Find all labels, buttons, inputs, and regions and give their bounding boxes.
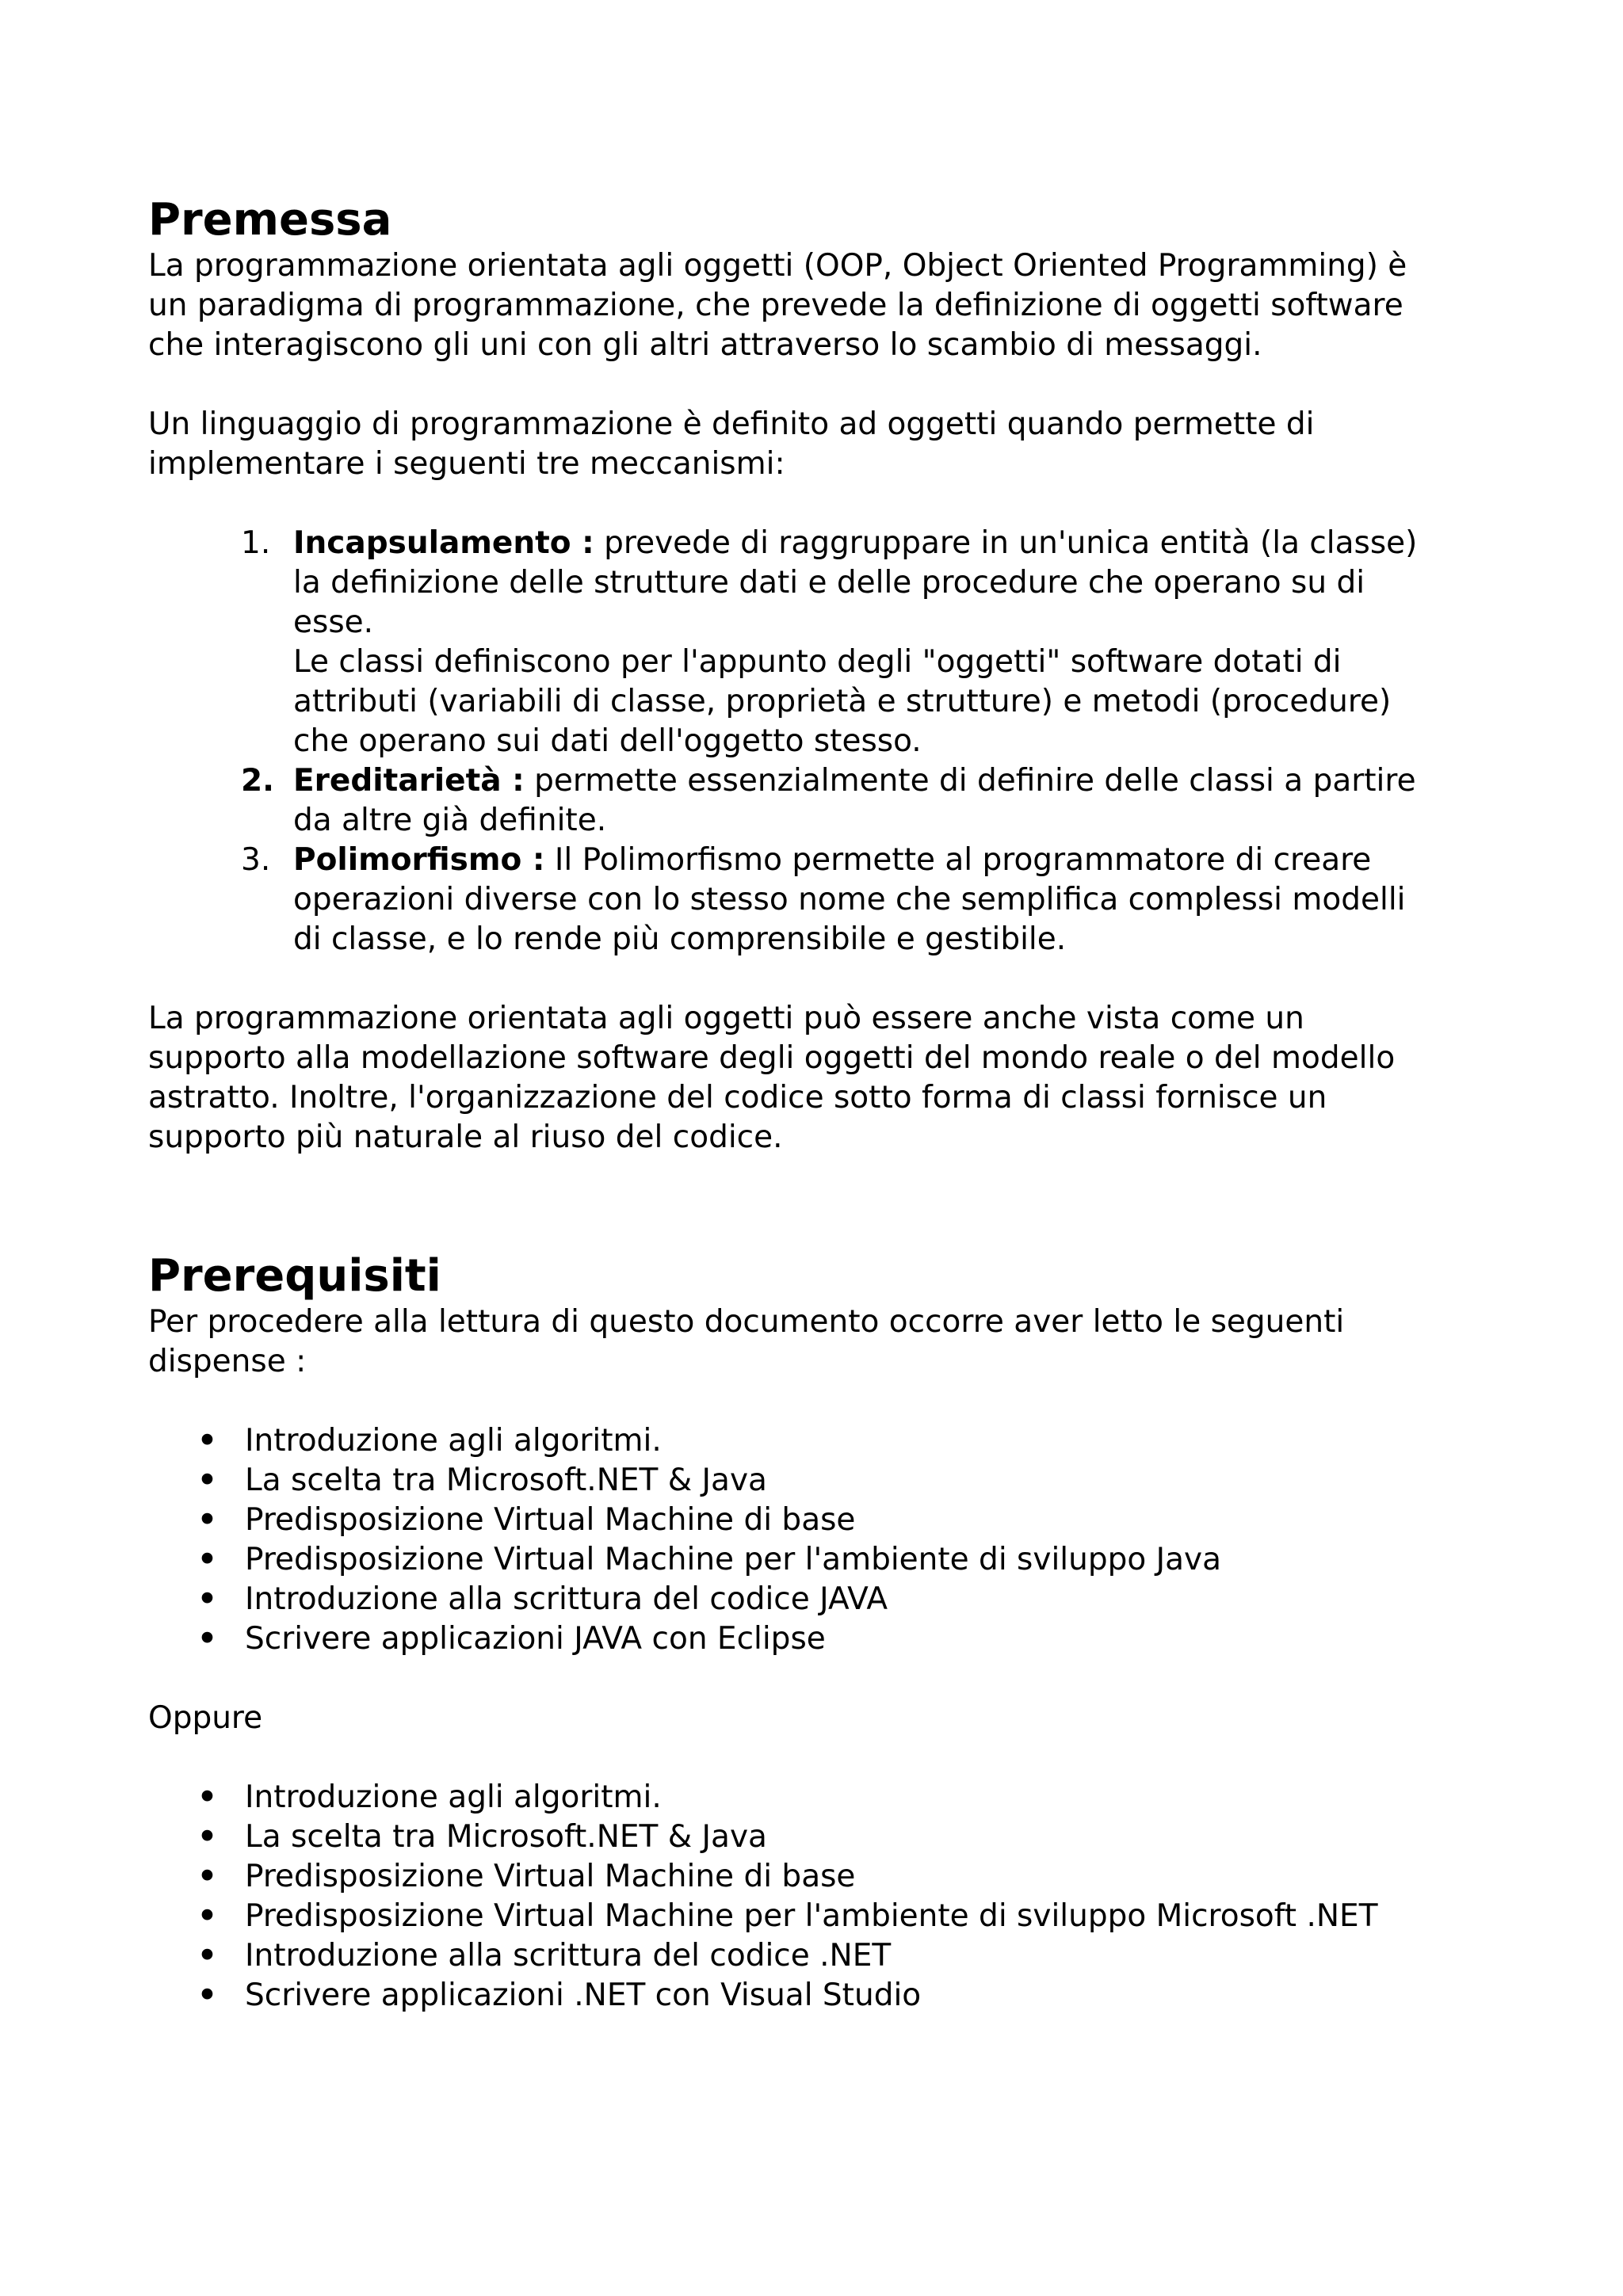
list-item — [148, 1619, 1511, 1659]
bullet-icon: • — [197, 1859, 217, 1894]
paragraph-line: astratto. Inoltre, l'organizzazione del codice sotto forma di classi fornisce un — [148, 1080, 1327, 1116]
term-incapsulamento: Incapsulamento : — [293, 525, 594, 561]
list-number: 3. — [241, 842, 271, 878]
bullet-icon: • — [197, 1898, 217, 1934]
list-item-text: Predisposizione Virtual Machine di base — [245, 1859, 856, 1894]
list-item-text: Scrivere applicazioni JAVA con Eclipse — [245, 1621, 826, 1657]
term-ereditarieta: Ereditarietà : — [293, 763, 525, 799]
list-item — [148, 1778, 1511, 1817]
bullet-icon: • — [197, 1938, 217, 1974]
paragraph-line: un paradigma di programmazione, che prevede la definizione di oggetti software — [148, 288, 1403, 323]
paragraph-line: Per procedere alla lettura di questo documento occorre aver letto le seguenti — [148, 1304, 1345, 1340]
bullet-icon: • — [197, 1581, 217, 1617]
list-item — [148, 1421, 1511, 1461]
mechanisms-list — [148, 524, 1511, 959]
paragraph-line: implementare i seguenti tre meccanismi: — [148, 446, 785, 482]
list-item — [148, 1936, 1511, 1976]
bullet-icon: • — [197, 1978, 217, 2013]
document-page — [148, 194, 1511, 2016]
list-item — [148, 1976, 1511, 2016]
list-item — [148, 1897, 1511, 1936]
list-item-text: La scelta tra Microsoft.NET & Java — [245, 1463, 767, 1498]
bullet-icon: • — [197, 1463, 217, 1498]
bullet-icon: • — [197, 1621, 217, 1657]
bullet-icon: • — [197, 1779, 217, 1815]
paragraph-line: dispense : — [148, 1344, 307, 1379]
paragraph-line: supporto alla modellazione software degli oggetti del mondo reale o del modello — [148, 1040, 1396, 1076]
list-item-polimorfismo — [148, 841, 1511, 959]
list-item-line: Le classi definiscono per l'appunto degli "oggetti" software dotati di — [293, 644, 1342, 680]
list-item-line: da altre già definite. — [293, 803, 607, 838]
list-item-text: Predisposizione Virtual Machine per l'ambiente di sviluppo Microsoft .NET — [245, 1898, 1378, 1934]
bullet-icon: • — [197, 1542, 217, 1577]
list-item — [148, 1461, 1511, 1501]
paragraph-line: La programmazione orientata agli oggetti (OOP, Object Oriented Programming) è — [148, 248, 1407, 284]
list-item-ereditarieta — [148, 761, 1511, 841]
list-item-text: Introduzione agli algoritmi. — [245, 1423, 662, 1459]
list-item-text: Introduzione agli algoritmi. — [245, 1779, 662, 1815]
prerequisites-list-net — [148, 1778, 1511, 2016]
list-item-line: attributi (variabili di classe, proprietà e strutture) e metodi (procedure) — [293, 684, 1392, 719]
bullet-icon: • — [197, 1819, 217, 1855]
oppure-label: Oppure — [148, 1700, 263, 1736]
list-item-incapsulamento — [148, 524, 1511, 761]
list-number: 1. — [241, 525, 271, 561]
list-item-text: Predisposizione Virtual Machine di base — [245, 1502, 856, 1538]
paragraph-line: La programmazione orientata agli oggetti può essere anche vista come un — [148, 1001, 1304, 1036]
list-item-line: esse. — [293, 605, 374, 640]
section-title-premessa: Premessa — [148, 194, 392, 246]
list-item-text: Predisposizione Virtual Machine per l'ambiente di sviluppo Java — [245, 1542, 1221, 1577]
list-item-line: di classe, e lo rende più comprensibile e gestibile. — [293, 921, 1067, 957]
list-item — [148, 1580, 1511, 1619]
bullet-icon: • — [197, 1502, 217, 1538]
list-item-line — [293, 524, 1511, 563]
prerequisites-list-java — [148, 1421, 1511, 1659]
bullet-icon: • — [197, 1423, 217, 1459]
list-item-text: Scrivere applicazioni .NET con Visual Studio — [245, 1978, 922, 2013]
term-polimorfismo: Polimorfismo : — [293, 842, 545, 878]
paragraph-line: Un linguaggio di programmazione è definito ad oggetti quando permette di — [148, 406, 1315, 442]
section-title-prerequisiti: Prerequisiti — [148, 1250, 441, 1302]
paragraph-line: supporto più naturale al riuso del codice. — [148, 1119, 783, 1155]
definition-text: Il Polimorfismo permette al programmatore di creare — [544, 842, 1372, 878]
list-item — [148, 1857, 1511, 1897]
list-item-line — [293, 761, 1511, 801]
list-item-text: La scelta tra Microsoft.NET & Java — [245, 1819, 767, 1855]
list-item-text: Introduzione alla scrittura del codice .NET — [245, 1938, 892, 1974]
list-item-text: Introduzione alla scrittura del codice JAVA — [245, 1581, 888, 1617]
list-item-line: operazioni diverse con lo stesso nome che semplifica complessi modelli — [293, 882, 1406, 917]
paragraph-line: che interagiscono gli uni con gli altri attraverso lo scambio di messaggi. — [148, 327, 1262, 363]
list-item-line: che operano sui dati dell'oggetto stesso. — [293, 723, 922, 759]
definition-text: permette essenzialmente di definire delle classi a partire — [524, 763, 1416, 799]
list-item — [148, 1817, 1511, 1857]
list-item-line — [293, 841, 1511, 880]
list-item — [148, 1501, 1511, 1540]
list-item-line: la definizione delle strutture dati e delle procedure che operano su di — [293, 565, 1365, 601]
definition-text: prevede di raggruppare in un'unica entità (la classe) — [594, 525, 1418, 561]
list-number: 2. — [241, 763, 274, 799]
list-item — [148, 1540, 1511, 1580]
